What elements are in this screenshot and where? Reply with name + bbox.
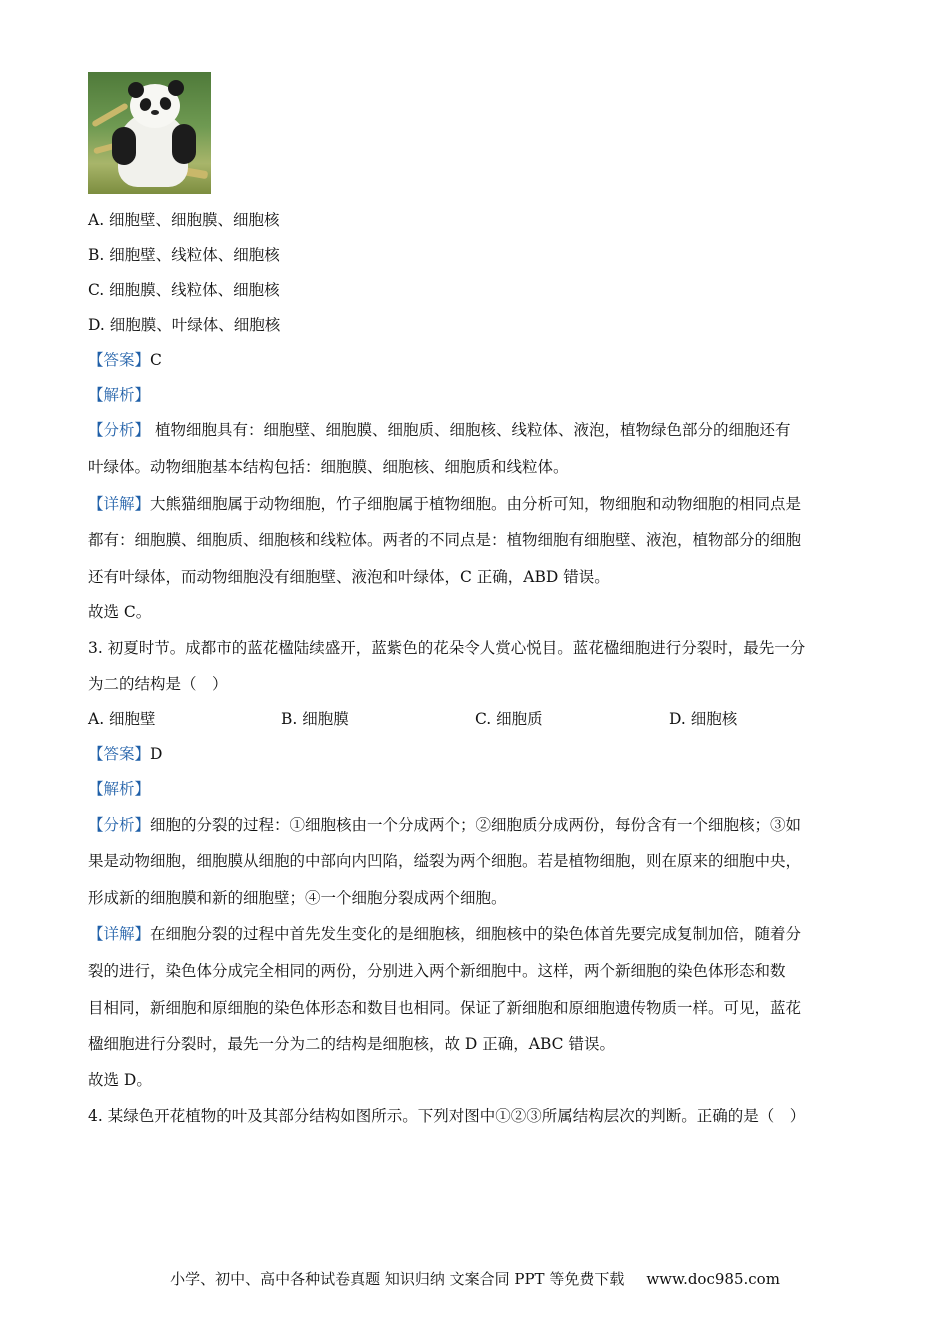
- panda-arm: [172, 124, 196, 164]
- question-4-line-1: 4. 某绿色开花植物的叶及其部分结构如图所示。下列对图中①②③所属结构层次的判断。正确的是（ ）: [88, 1107, 806, 1125]
- q3-fenxi-text: 细胞的分裂的过程：①细胞核由一个分成两个；②细胞质分成两份，每份含有一个细胞核；③如: [150, 816, 802, 834]
- q3-option-a: A. 细胞壁: [88, 710, 156, 728]
- q3-options: [88, 708, 863, 730]
- q3-fenxi-text-2: 果是动物细胞，细胞膜从细胞的中部向内凹陷，缢裂为两个细胞。若是植物细胞，则在原来的细胞中央，: [88, 852, 802, 870]
- q3-fenxi-line: [88, 814, 801, 836]
- fenxi-label: 【分析】: [88, 421, 151, 439]
- answer-line: [88, 349, 162, 371]
- q3-fenxi-label: 【分析】: [88, 816, 151, 834]
- q3-answer-label: 【答案】: [88, 745, 151, 763]
- panda-nose: [151, 110, 159, 115]
- detail-line: [88, 493, 801, 515]
- fenxi-text-2: 叶绿体。动物细胞基本结构包括：细胞膜、细胞核、细胞质和线粒体。: [88, 458, 569, 476]
- q3-answer-value: D: [150, 745, 163, 763]
- fenxi-line: [88, 419, 790, 441]
- analysis-label: 【解析】: [88, 386, 151, 404]
- answer-value: C: [150, 351, 162, 369]
- q3-detail-text-2: 裂的进行，染色体分成完全相同的两份，分别进入两个新细胞中。这样，两个新细胞的染色体形态和数: [88, 962, 786, 980]
- detail-text: 大熊猫细胞属于动物细胞，竹子细胞属于植物细胞。由分析可知，物细胞和动物细胞的相同点是: [150, 495, 802, 513]
- q3-detail-line: [88, 923, 801, 945]
- document-page: [88, 72, 863, 1125]
- option-c: C. 细胞膜、线粒体、细胞核: [88, 281, 280, 299]
- question-3-line-2: 为二的结构是（ ）: [88, 675, 228, 693]
- answer-label: 【答案】: [88, 351, 151, 369]
- q3-option-c: C. 细胞质: [475, 710, 543, 728]
- detail-text-3: 还有叶绿体，而动物细胞没有细胞壁、液泡和叶绿体，C 正确，ABD 错误。: [88, 568, 610, 586]
- q3-detail-text-4: 楹细胞进行分裂时，最先一分为二的结构是细胞核，故 D 正确，ABC 错误。: [88, 1035, 615, 1053]
- q3-detail-text: 在细胞分裂的过程中首先发生变化的是细胞核，细胞核中的染色体首先要完成复制加倍，随着分: [150, 925, 802, 943]
- q3-fenxi-text-3: 形成新的细胞膜和新的细胞壁；④一个细胞分裂成两个细胞。: [88, 889, 507, 907]
- page-footer: [0, 1268, 950, 1289]
- panda-photo: [88, 72, 211, 194]
- conclusion: 故选 C。: [88, 603, 152, 621]
- q3-analysis-label: 【解析】: [88, 780, 151, 798]
- panda-ear: [168, 80, 184, 96]
- footer-url[interactable]: www.doc985.com: [646, 1270, 780, 1288]
- option-b: B. 细胞壁、线粒体、细胞核: [88, 246, 280, 264]
- detail-text-2: 都有：细胞膜、细胞质、细胞核和线粒体。两者的不同点是：植物细胞有细胞壁、液泡，植物部分的细胞: [88, 531, 802, 549]
- panda-arm: [112, 127, 136, 165]
- q3-detail-label: 【详解】: [88, 925, 151, 943]
- q3-answer-line: [88, 743, 162, 765]
- fenxi-text: 植物细胞具有：细胞壁、细胞膜、细胞质、细胞核、线粒体、液泡，植物绿色部分的细胞还有: [154, 421, 791, 439]
- q3-option-b: B. 细胞膜: [281, 710, 349, 728]
- option-d: D. 细胞膜、叶绿体、细胞核: [88, 316, 281, 334]
- q3-option-d: D. 细胞核: [669, 710, 738, 728]
- q3-conclusion: 故选 D。: [88, 1071, 152, 1089]
- option-a: A. 细胞壁、细胞膜、细胞核: [88, 211, 280, 229]
- detail-label: 【详解】: [88, 495, 151, 513]
- question-3-line-1: 3. 初夏时节。成都市的蓝花楹陆续盛开，蓝紫色的花朵令人赏心悦目。蓝花楹细胞进行分裂时，最先一分: [88, 639, 806, 657]
- bamboo-stalk: [91, 102, 129, 127]
- footer-text: 小学、初中、高中各种试卷真题 知识归纳 文案合同 PPT 等免费下载: [170, 1270, 625, 1288]
- q3-detail-text-3: 目相同，新细胞和原细胞的染色体形态和数目也相同。保证了新细胞和原细胞遗传物质一样。可见，蓝花: [88, 999, 802, 1017]
- panda-ear: [128, 82, 144, 98]
